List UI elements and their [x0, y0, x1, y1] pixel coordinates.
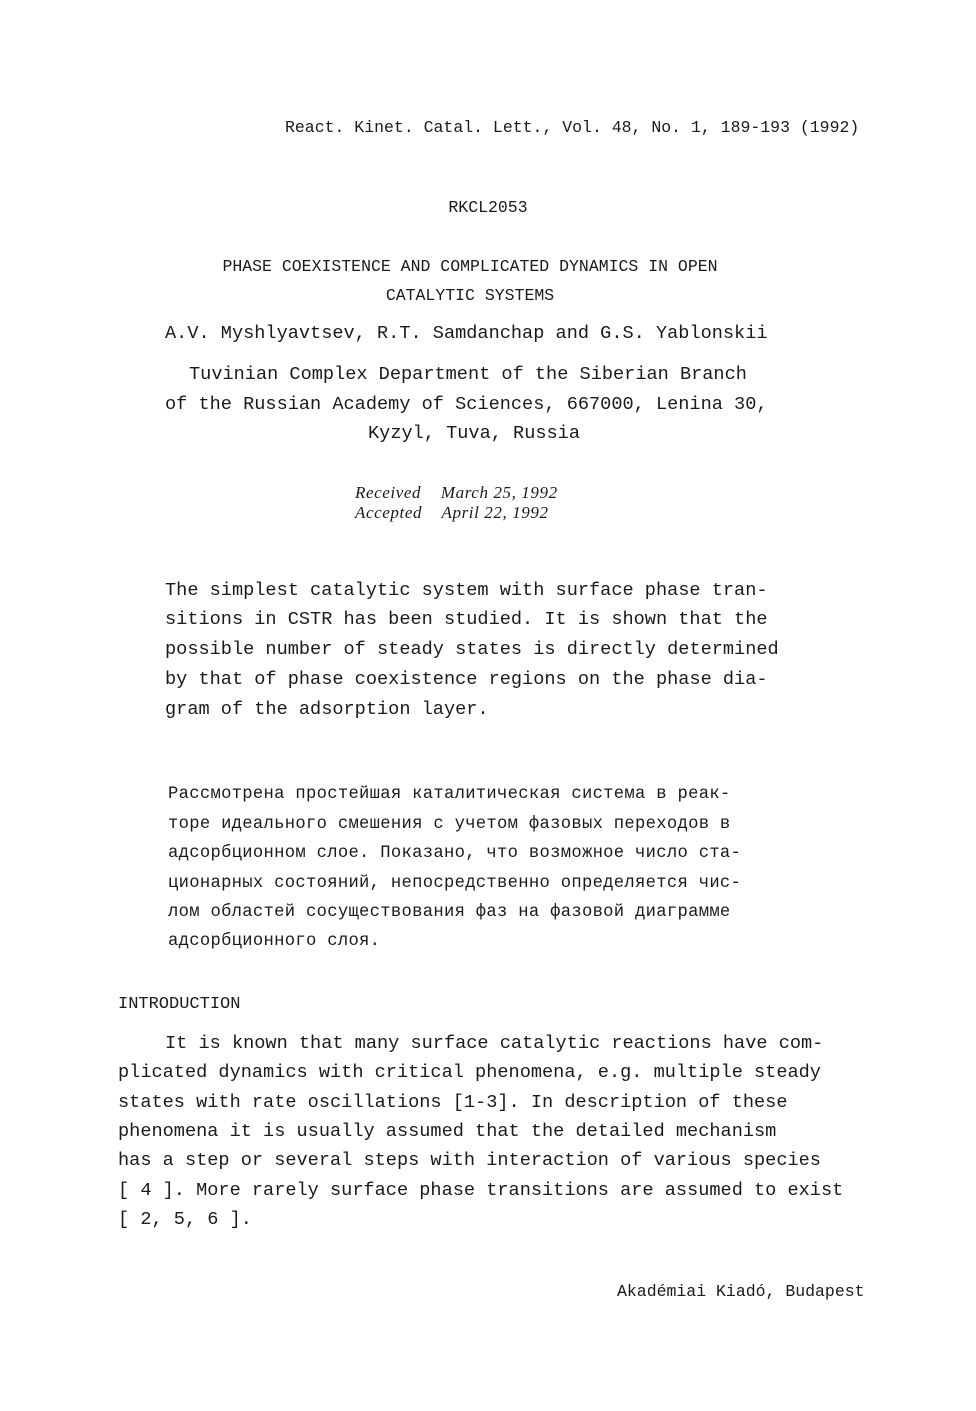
- article-code: RKCL2053: [448, 198, 528, 217]
- abstract-ru-line: ционарных состояний, непосредственно определяется чис-: [168, 874, 742, 893]
- affiliation-line-2: of the Russian Academy of Sciences, 667000, Lenina 30,: [165, 394, 768, 415]
- abstract-ru-line: Рассмотрена простейшая каталитическая система в реак-: [168, 785, 731, 804]
- accepted-line: [355, 503, 549, 523]
- received-date: March 25, 1992: [440, 483, 558, 502]
- authors: A.V. Myshlyavtsev, R.T. Samdanchap and G.S. Yablonskii: [165, 323, 768, 344]
- received-label: Received: [355, 483, 422, 502]
- intro-line: phenomena it is usually assumed that the detailed mechanism: [118, 1121, 777, 1142]
- publisher: Akadémiai Kiadó, Budapest: [617, 1282, 865, 1301]
- affiliation-line-3: Kyzyl, Tuva, Russia: [368, 423, 581, 444]
- accepted-label: Accepted: [355, 503, 423, 522]
- title-line-1: PHASE COEXISTENCE AND COMPLICATED DYNAMICS IN OPEN: [222, 257, 718, 276]
- abstract-ru-line: адсорбционного слоя.: [168, 932, 381, 951]
- affiliation-line-1: Tuvinian Complex Department of the Siberian Branch: [189, 364, 747, 385]
- title-line-2: CATALYTIC SYSTEMS: [385, 286, 555, 305]
- abstract-en-line: sitions in CSTR has been studied. It is shown that the: [165, 609, 768, 630]
- abstract-en-line: The simplest catalytic system with surface phase tran-: [165, 580, 768, 601]
- received-line: [355, 483, 558, 503]
- abstract-en-line: by that of phase coexistence regions on the phase dia-: [165, 669, 768, 690]
- abstract-ru-line: торе идеального смешения с учетом фазовых переходов в: [168, 815, 731, 834]
- accepted-date: April 22, 1992: [441, 503, 549, 522]
- journal-citation: React. Kinet. Catal. Lett., Vol. 48, No. 1, 189-193 (1992): [285, 118, 860, 137]
- intro-line: [ 4 ]. More rarely surface phase transitions are assumed to exist: [118, 1180, 844, 1201]
- abstract-ru-line: лом областей сосуществования фаз на фазовой диаграмме: [168, 903, 731, 922]
- abstract-ru-line: адсорбционном слое. Показано, что возможное число ста-: [168, 844, 742, 863]
- intro-line: states with rate oscillations [1-3]. In description of these: [118, 1092, 788, 1113]
- section-heading-introduction: INTRODUCTION: [118, 995, 241, 1014]
- intro-line: It is known that many surface catalytic reactions have com-: [165, 1033, 824, 1054]
- abstract-en-line: possible number of steady states is directly determined: [165, 639, 779, 660]
- intro-line: plicated dynamics with critical phenomena, e.g. multiple steady: [118, 1062, 821, 1083]
- abstract-en-line: gram of the adsorption layer.: [165, 699, 489, 720]
- intro-line: has a step or several steps with interaction of various species: [118, 1150, 821, 1171]
- intro-line: [ 2, 5, 6 ].: [118, 1209, 252, 1230]
